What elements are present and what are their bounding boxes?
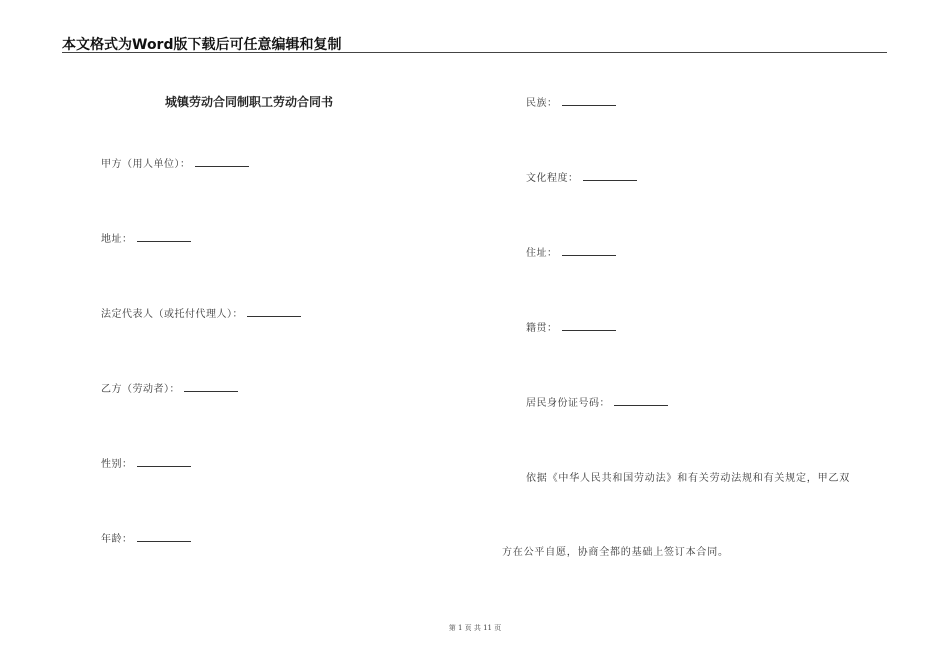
field-ethnicity <box>526 94 616 109</box>
field-label: 居民身份证号码： <box>526 398 610 409</box>
blank-line <box>614 404 668 406</box>
field-label: 乙方（劳动者）： <box>101 384 180 395</box>
field-native-place <box>526 319 616 334</box>
blank-line <box>137 240 191 242</box>
field-label: 年龄： <box>101 534 133 545</box>
blank-line <box>562 254 616 256</box>
field-label: 甲方（用人单位）： <box>101 159 191 170</box>
field-label: 地址： <box>101 234 133 245</box>
header-divider <box>62 52 887 53</box>
field-legal-representative <box>101 305 301 320</box>
page-number-footer: 第 1 页 共 11 页 <box>448 624 502 632</box>
blank-line <box>137 540 191 542</box>
field-residence <box>526 244 616 259</box>
paragraph-line-1: 依据《中华人民共和国劳动法》和有关劳动法规和有关规定，甲乙双 <box>526 473 850 484</box>
blank-line <box>562 104 616 106</box>
blank-line <box>195 165 249 167</box>
blank-line <box>184 390 238 392</box>
field-label: 住址： <box>526 248 558 259</box>
document-title: 城镇劳动合同制职工劳动合同书 <box>165 95 334 109</box>
blank-line <box>137 465 191 467</box>
field-label: 民族： <box>526 98 558 109</box>
field-party-a <box>101 155 249 170</box>
page-header-text: 本文格式为Word版下载后可任意编辑和复制 <box>62 37 342 53</box>
field-id-number <box>526 394 668 409</box>
field-label: 籍贯： <box>526 323 558 334</box>
field-age <box>101 530 191 545</box>
field-label: 法定代表人（或托付代理人）： <box>101 309 243 320</box>
field-label: 文化程度： <box>526 173 579 184</box>
field-party-b <box>101 380 238 395</box>
field-gender <box>101 455 191 470</box>
blank-line <box>583 179 637 181</box>
paragraph-line-2: 方在公平自愿，协商全都的基础上签订本合同。 <box>502 547 729 558</box>
blank-line <box>247 315 301 317</box>
blank-line <box>562 329 616 331</box>
field-education <box>526 169 637 184</box>
field-address <box>101 230 191 245</box>
field-label: 性别： <box>101 459 133 470</box>
